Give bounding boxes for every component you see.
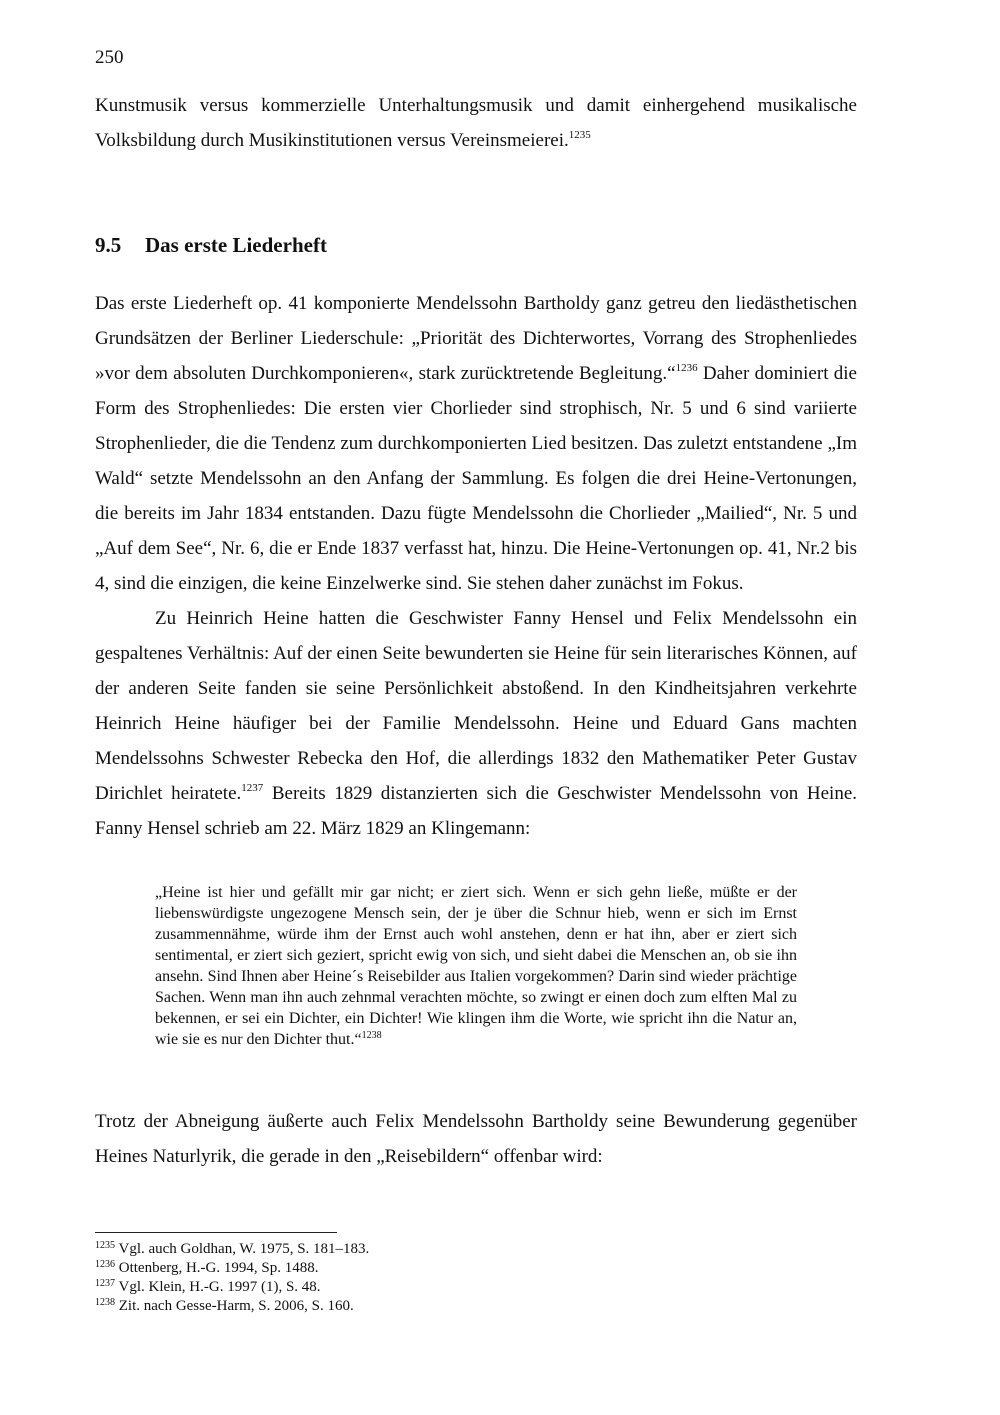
main-text xyxy=(95,286,857,846)
footnote-number: 1237 xyxy=(95,1278,115,1289)
paragraph-3-text: Trotz der Abneigung äußerte auch Felix Mendelssohn Bartholdy seine Bewunderung gegenüber Heines Naturlyrik, die gerade in den „Reisebildern“ offenbar wird: xyxy=(95,1111,857,1167)
paragraph-2-part2: Bereits 1829 distanzierten sich die Geschwister Mendelssohn von Heine. Fanny Hensel schrieb am 22. März 1829 an Klingemann: xyxy=(95,783,858,839)
footnote-number: 1235 xyxy=(95,1240,115,1251)
intro-paragraph xyxy=(95,88,857,158)
block-quote xyxy=(155,882,797,1050)
page-number: 250 xyxy=(95,47,124,68)
footnote-number: 1238 xyxy=(95,1297,115,1308)
footnote xyxy=(95,1259,369,1278)
footnote-text: Zit. nach Gesse-Harm, S. 2006, S. 160. xyxy=(118,1298,354,1314)
paragraph-1 xyxy=(95,286,857,601)
paragraph-3 xyxy=(95,1104,857,1174)
footnote xyxy=(95,1297,369,1316)
section-number: 9.5 xyxy=(95,233,122,257)
paragraph-1-part1: Das erste Liederheft op. 41 komponierte Mendelssohn Bartholdy ganz getreu den liedästhetischen Grundsätzen der Berliner Liederschule: „Priorität des Dichterwortes, Vorrang des Strophenliedes »vor dem absoluten Durchkomponieren«, stark zurücktretende Begleitung.“ xyxy=(95,293,857,384)
section-heading xyxy=(95,233,327,258)
footnote xyxy=(95,1240,369,1259)
footnotes xyxy=(95,1240,369,1316)
section-title: Das erste Liederheft xyxy=(145,233,327,257)
paragraph-2-part1: Zu Heinrich Heine hatten die Geschwister Fanny Hensel und Felix Mendelssohn ein gespaltenes Verhältnis: Auf der einen Seite bewunderten sie Heine für sein literarisches Können, auf der anderen Seite fanden sie seine Persönlichkeit abstoßend. In den Kindheitsjahren verkehrte Heinrich Heine häufiger bei der Familie Mendelssohn. Heine und Eduard Gans machten Mendelssohns Schwester Rebecka den Hof, die allerdings 1832 den Mathematiker Peter Gustav Dirichlet heiratete. xyxy=(95,608,857,804)
intro-text: Kunstmusik versus kommerzielle Unterhaltungsmusik und damit einhergehend musikalische Volksbildung durch Musikinstitutionen versus Vereinsmeierei. xyxy=(95,95,857,151)
footnote-text: Vgl. Klein, H.-G. 1997 (1), S. 48. xyxy=(118,1279,321,1295)
footnote-ref-1236: 1236 xyxy=(675,362,698,374)
paragraph-1-part2: Daher dominiert die Form des Strophenliedes: Die ersten vier Chorlieder sind strophisch, Nr. 5 und 6 sind variierte Strophenlieder, die die Tendenz zum durchkomponierten Lied besitzen. Das zuletzt entstandene „Im Wald“ setzte Mendelssohn an den Anfang der Sammlung. Es folgen die drei Heine-Vertonungen, die bereits im Jahr 1834 entstanden. Dazu fügte Mendelssohn die Chorlieder „Mailied“, Nr. 5 und „Auf dem See“, Nr. 6, die er Ende 1837 verfasst hat, hinzu. Die Heine-Vertonungen op. 41, Nr.2 bis 4, sind die einzigen, die keine Einzelwerke sind. Sie stehen daher zunächst im Fokus. xyxy=(95,363,857,594)
footnote-text: Vgl. auch Goldhan, W. 1975, S. 181–183. xyxy=(118,1241,370,1257)
footnote-ref-1237: 1237 xyxy=(241,782,264,794)
quote-text: „Heine ist hier und gefällt mir gar nicht; er ziert sich. Wenn er sich gehn ließe, müßte er der liebenswürdigste ungezogene Mensch sein, der je über die Schnur hieb, wenn er sich im Ernst zusammennähme, würde ihm der Ernst auch wohl anstehen, denn er hat ihn, aber er ziert sich sentimental, er ziert sich geziert, spricht ewig von sich, und sieht dabei die Menschen an, ob sie ihn ansehn. Sind Ihnen aber Heine´s Reisebilder aus Italien vorgekommen? Darin sind wieder prächtige Sachen. Wenn man ihn auch zehnmal verachten möchte, so zwingt er einen doch zum elften Mal zu bekennen, er sei ein Dichter, ein Dichter! Wie klingen ihm die Worte, wie spricht ihn die Natur an, wie sie es nur den Dichter thut.“ xyxy=(155,884,797,1048)
footnote xyxy=(95,1278,369,1297)
footnote-number: 1236 xyxy=(95,1259,115,1270)
footnote-ref-1238: 1238 xyxy=(361,1030,382,1041)
footnote-ref-1235: 1235 xyxy=(568,129,591,141)
footnote-separator xyxy=(95,1232,337,1233)
paragraph-2 xyxy=(95,601,857,846)
footnote-text: Ottenberg, H.-G. 1994, Sp. 1488. xyxy=(118,1260,319,1276)
